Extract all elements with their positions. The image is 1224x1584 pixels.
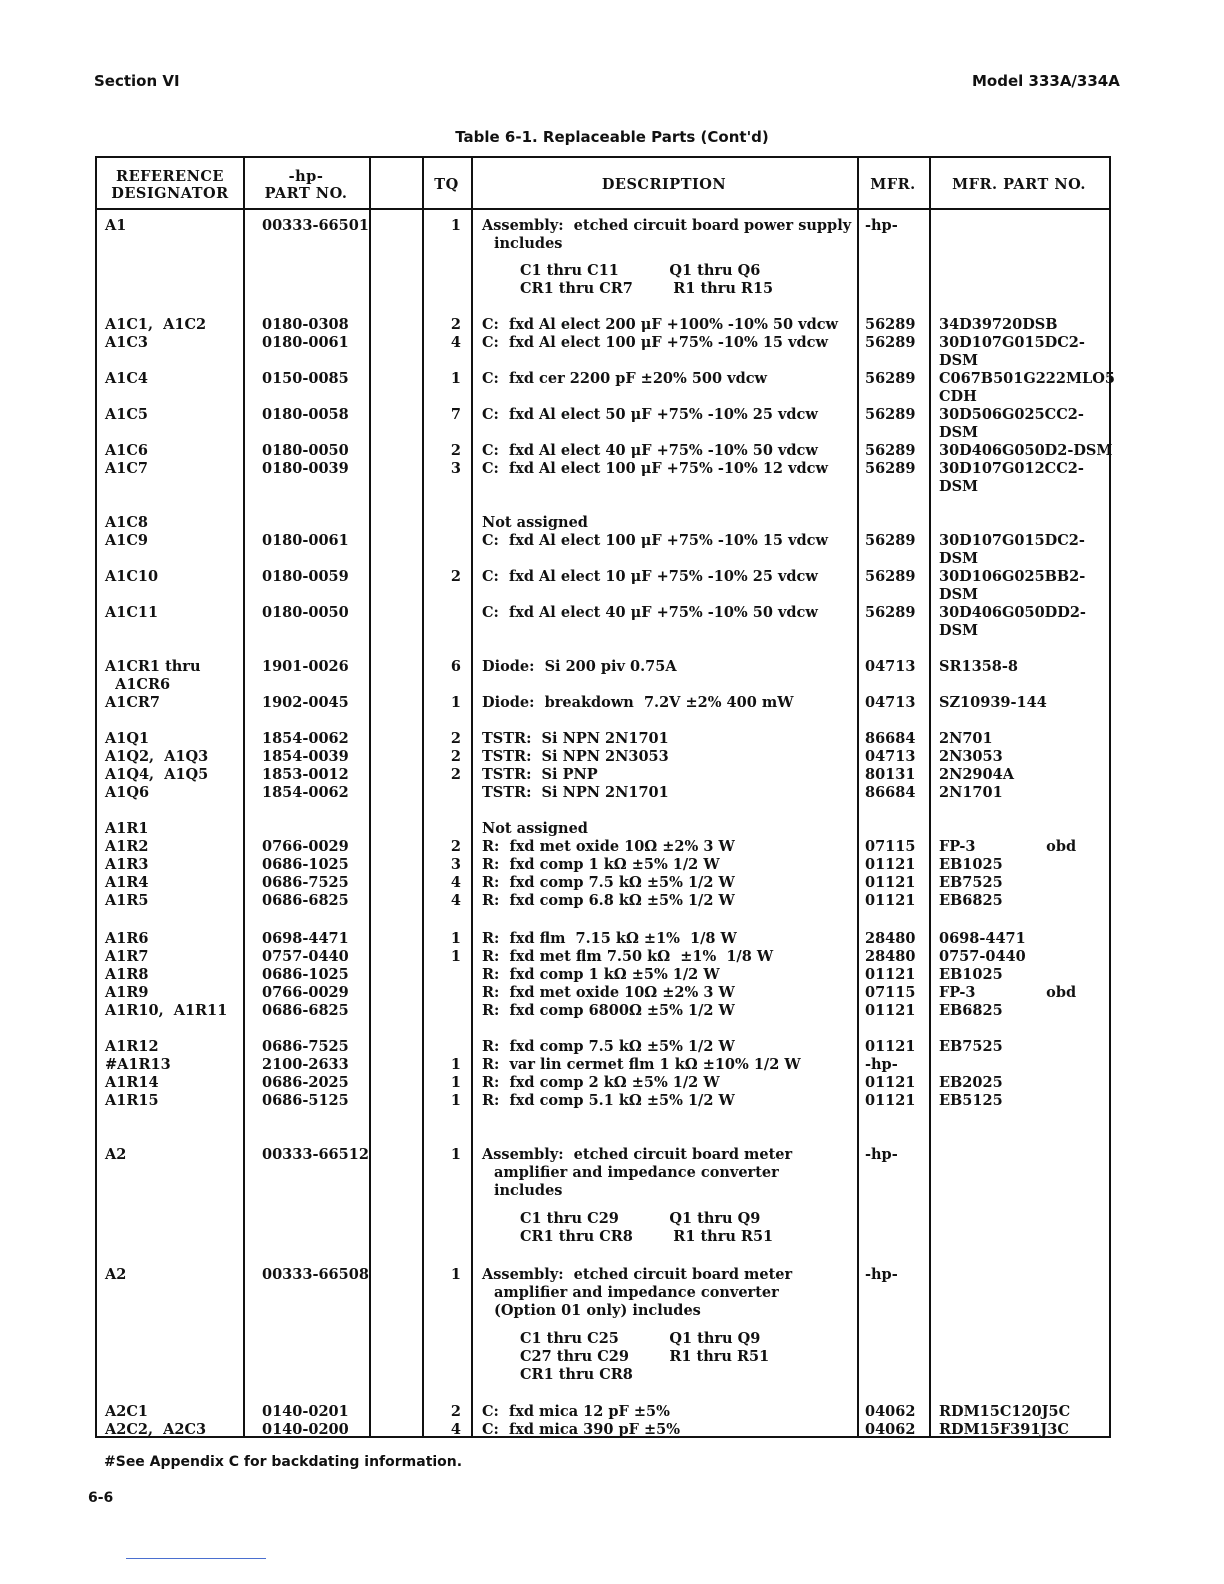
table-caption: Table 6-1. Replaceable Parts (Cont'd)	[455, 128, 769, 146]
tq-cell: 1	[450, 217, 461, 234]
description-cell: Assembly: etched circuit board meter	[482, 1146, 793, 1163]
mfr-part-no-cell: SZ10939-144	[939, 694, 1047, 711]
description-cell: R: fxd comp 2 kΩ ±5% 1/2 W	[482, 1074, 720, 1091]
mfr-part-no-cell: 30D107G012CC2-	[939, 460, 1084, 477]
description-cell: Not assigned	[482, 514, 588, 531]
tq-cell: 1	[450, 930, 461, 947]
tq-cell: 2	[450, 316, 461, 333]
description-cell: Not assigned	[482, 820, 588, 837]
tq-cell: 2	[450, 748, 461, 765]
mfr-cell: 04062	[865, 1421, 916, 1438]
ref-cell: A1R7	[105, 948, 149, 965]
description-cell: includes	[494, 235, 563, 252]
tq-cell: 2	[450, 568, 461, 585]
page-number: 6-6	[88, 1490, 114, 1506]
mfr-part-no-cell: DSM	[939, 478, 979, 495]
tq-cell: 1	[450, 1092, 461, 1109]
mfr-cell: 56289	[865, 370, 916, 387]
description-cell: (Option 01 only) includes	[494, 1302, 701, 1319]
description-cell: R: fxd flm 7.15 kΩ ±1% 1/8 W	[482, 930, 737, 947]
description-cell: R: fxd comp 1 kΩ ±5% 1/2 W	[482, 856, 720, 873]
description-cell: amplifier and impedance converter	[494, 1284, 779, 1301]
tq-cell: 2	[450, 766, 461, 783]
column-divider	[422, 158, 424, 1436]
ref-cell: A1R2	[105, 838, 149, 855]
description-cell: Assembly: etched circuit board meter	[482, 1266, 793, 1283]
description-cell: CR1 thru CR8	[520, 1366, 633, 1383]
description-cell: R: fxd comp 6800Ω ±5% 1/2 W	[482, 1002, 735, 1019]
part-no-cell: 0180-0061	[262, 334, 349, 351]
ref-cell: A1Q6	[105, 784, 150, 801]
description-cell: C: fxd Al elect 200 μF +100% -10% 50 vdcw	[482, 316, 839, 333]
part-no-cell: 0180-0050	[262, 442, 349, 459]
mfr-part-no-cell: EB2025	[939, 1074, 1003, 1091]
mfr-part-no-cell: 0698-4471	[939, 930, 1026, 947]
mfr-cell: 01121	[865, 1002, 916, 1019]
mfr-part-no-cell: 30D106G025BB2-	[939, 568, 1086, 585]
mfr-cell: 01121	[865, 892, 916, 909]
part-no-cell: 1854-0062	[262, 730, 349, 747]
description-cell: CR1 thru CR7 R1 thru R15	[520, 280, 774, 297]
col-header-part-no: -hp- PART NO.	[264, 167, 348, 202]
mfr-cell: 01121	[865, 1038, 916, 1055]
mfr-part-no-cell: EB6825	[939, 892, 1003, 909]
part-no-cell: 1901-0026	[262, 658, 349, 675]
mfr-cell: -hp-	[865, 1146, 898, 1163]
tq-cell: 1	[450, 1266, 461, 1283]
ref-cell: A1Q2, A1Q3	[105, 748, 209, 765]
part-no-cell: 0686-7525	[262, 1038, 349, 1055]
mfr-cell: 86684	[865, 784, 916, 801]
mfr-cell: 56289	[865, 604, 916, 621]
mfr-part-no-cell: 2N3053	[939, 748, 1003, 765]
part-no-cell: 1902-0045	[262, 694, 349, 711]
mfr-part-no-cell: C067B501G222MLO5	[939, 370, 1115, 387]
description-cell: Diode: Si 200 piv 0.75A	[482, 658, 677, 675]
mfr-part-no-cell: DSM	[939, 424, 979, 441]
description-cell: C: fxd Al elect 50 μF +75% -10% 25 vdcw	[482, 406, 818, 423]
ref-cell: A1R1	[105, 820, 149, 837]
description-cell: C: fxd Al elect 40 μF +75% -10% 50 vdcw	[482, 604, 818, 621]
description-cell: C1 thru C11 Q1 thru Q6	[520, 262, 761, 279]
mfr-part-no-cell: 30D406G050DD2-	[939, 604, 1086, 621]
tq-cell: 3	[450, 856, 461, 873]
mfr-cell: -hp-	[865, 1266, 898, 1283]
part-no-cell: 0686-7525	[262, 874, 349, 891]
description-cell: TSTR: Si PNP	[482, 766, 598, 783]
mfr-cell: -hp-	[865, 1056, 898, 1073]
mfr-part-no-cell: EB1025	[939, 966, 1003, 983]
ref-cell: A2	[105, 1146, 127, 1163]
description-cell: C: fxd cer 2200 pF ±20% 500 vdcw	[482, 370, 768, 387]
col-header-description: DESCRIPTION	[601, 176, 727, 194]
tq-cell: 6	[450, 658, 461, 675]
description-cell: C27 thru C29 R1 thru R51	[520, 1348, 770, 1365]
part-no-cell: 0180-0059	[262, 568, 349, 585]
part-no-cell: 1854-0062	[262, 784, 349, 801]
tq-cell: 1	[450, 1056, 461, 1073]
column-divider	[369, 158, 371, 1436]
ref-cell: A1Q4, A1Q5	[105, 766, 209, 783]
part-no-cell: 0150-0085	[262, 370, 349, 387]
description-cell: TSTR: Si NPN 2N1701	[482, 730, 669, 747]
part-no-cell: 0686-1025	[262, 966, 349, 983]
ref-cell: A1R5	[105, 892, 149, 909]
mfr-cell: -hp-	[865, 217, 898, 234]
part-no-cell: 0686-5125	[262, 1092, 349, 1109]
tq-cell: 4	[450, 892, 461, 909]
description-cell: C: fxd mica 12 pF ±5%	[482, 1403, 670, 1420]
description-cell: TSTR: Si NPN 2N1701	[482, 784, 669, 801]
header-divider	[97, 208, 1109, 210]
part-no-cell: 0686-6825	[262, 892, 349, 909]
mfr-cell: 01121	[865, 856, 916, 873]
mfr-part-no-cell: EB1025	[939, 856, 1003, 873]
ref-cell: A1R10, A1R11	[105, 1002, 228, 1019]
ref-cell: A1R14	[105, 1074, 159, 1091]
ref-cell: A2C1	[105, 1403, 148, 1420]
col-header-tq: TQ	[434, 176, 459, 194]
description-cell: C: fxd Al elect 40 μF +75% -10% 50 vdcw	[482, 442, 818, 459]
description-cell: Diode: breakdown 7.2V ±2% 400 mW	[482, 694, 794, 711]
description-cell: C: fxd Al elect 100 μF +75% -10% 15 vdcw	[482, 532, 828, 549]
ref-cell: A1C10	[105, 568, 159, 585]
ref-cell: A1R4	[105, 874, 149, 891]
part-no-cell: 0180-0039	[262, 460, 349, 477]
ref-cell: A1Q1	[105, 730, 150, 747]
description-cell: CR1 thru CR8 R1 thru R51	[520, 1228, 774, 1245]
part-no-cell: 0766-0029	[262, 984, 349, 1001]
part-no-cell: 0757-0440	[262, 948, 349, 965]
description-cell: C: fxd Al elect 10 μF +75% -10% 25 vdcw	[482, 568, 818, 585]
mfr-cell: 04062	[865, 1403, 916, 1420]
ref-cell: A1C3	[105, 334, 148, 351]
ref-cell: A1R12	[105, 1038, 159, 1055]
tq-cell: 2	[450, 730, 461, 747]
ref-cell: A1C11	[105, 604, 159, 621]
mfr-cell: 04713	[865, 694, 916, 711]
ref-cell: A1C5	[105, 406, 148, 423]
description-cell: includes	[494, 1182, 563, 1199]
part-no-cell: 0766-0029	[262, 838, 349, 855]
mfr-part-no-cell: EB7525	[939, 874, 1003, 891]
mfr-part-no-cell: EB7525	[939, 1038, 1003, 1055]
tq-cell: 1	[450, 1074, 461, 1091]
part-no-cell: 0686-2025	[262, 1074, 349, 1091]
mfr-part-no-cell: DSM	[939, 622, 979, 639]
mfr-cell: 56289	[865, 316, 916, 333]
mfr-cell: 56289	[865, 406, 916, 423]
ref-cell: A1CR1 thru	[105, 658, 201, 675]
mfr-cell: 28480	[865, 930, 916, 947]
description-cell: R: fxd comp 7.5 kΩ ±5% 1/2 W	[482, 1038, 735, 1055]
tq-cell: 1	[450, 948, 461, 965]
mfr-cell: 56289	[865, 334, 916, 351]
description-cell: R: fxd comp 5.1 kΩ ±5% 1/2 W	[482, 1092, 735, 1109]
mfr-cell: 04713	[865, 658, 916, 675]
ref-cell: A1C6	[105, 442, 148, 459]
description-cell: R: fxd met oxide 10Ω ±2% 3 W	[482, 838, 735, 855]
mfr-part-no-cell: 2N701	[939, 730, 993, 747]
mfr-cell: 01121	[865, 1092, 916, 1109]
mfr-part-no-cell: 30D506G025CC2-	[939, 406, 1084, 423]
column-divider	[857, 158, 859, 1436]
ref-cell: A2C2, A2C3	[105, 1421, 207, 1438]
part-no-cell: 0180-0058	[262, 406, 349, 423]
part-no-cell: 00333-66512	[262, 1146, 369, 1163]
footnote: #See Appendix C for backdating information.	[104, 1454, 463, 1470]
ref-cell: A1C1, A1C2	[105, 316, 207, 333]
mfr-cell: 01121	[865, 966, 916, 983]
ref-cell: A1R8	[105, 966, 149, 983]
tq-cell: 4	[450, 874, 461, 891]
col-header-mfr: MFR.	[870, 176, 916, 194]
part-no-cell: 0686-1025	[262, 856, 349, 873]
mfr-part-no-cell: RDM15F391J3C	[939, 1421, 1069, 1438]
ref-cell: A1C4	[105, 370, 148, 387]
part-no-cell: 00333-66508	[262, 1266, 369, 1283]
mfr-cell: 04713	[865, 748, 916, 765]
mfr-cell: 56289	[865, 442, 916, 459]
mfr-part-no-cell: FP-3 obd	[939, 838, 1077, 855]
decorative-rule	[126, 1558, 266, 1559]
column-divider	[243, 158, 245, 1436]
ref-cell: A1C9	[105, 532, 148, 549]
parts-table	[95, 156, 1115, 1438]
tq-cell: 1	[450, 694, 461, 711]
tq-cell: 4	[450, 1421, 461, 1438]
part-no-cell: 0140-0201	[262, 1403, 349, 1420]
part-no-cell: 1853-0012	[262, 766, 349, 783]
part-no-cell: 1854-0039	[262, 748, 349, 765]
part-no-cell: 00333-66501	[262, 217, 369, 234]
mfr-part-no-cell: 2N1701	[939, 784, 1003, 801]
ref-cell: A1R9	[105, 984, 149, 1001]
part-no-cell: 0180-0050	[262, 604, 349, 621]
ref-cell: A1CR6	[105, 676, 171, 693]
part-no-cell: 0180-0308	[262, 316, 349, 333]
mfr-cell: 07115	[865, 984, 916, 1001]
ref-cell: A1	[105, 217, 127, 234]
model-label: Model 333A/334A	[972, 72, 1120, 90]
mfr-part-no-cell: CDH	[939, 388, 977, 405]
mfr-part-no-cell: DSM	[939, 352, 979, 369]
ref-cell: A1C7	[105, 460, 148, 477]
tq-cell: 2	[450, 442, 461, 459]
mfr-cell: 56289	[865, 532, 916, 549]
part-no-cell: 0698-4471	[262, 930, 349, 947]
ref-cell: A1CR7	[105, 694, 161, 711]
section-label: Section VI	[94, 72, 180, 90]
tq-cell: 7	[450, 406, 461, 423]
ref-cell: #A1R13	[105, 1056, 171, 1073]
description-cell: C: fxd mica 390 pF ±5%	[482, 1421, 680, 1438]
tq-cell: 1	[450, 1146, 461, 1163]
mfr-part-no-cell: FP-3 obd	[939, 984, 1077, 1001]
mfr-part-no-cell: 34D39720DSB	[939, 316, 1058, 333]
mfr-cell: 28480	[865, 948, 916, 965]
mfr-cell: 56289	[865, 460, 916, 477]
description-cell: TSTR: Si NPN 2N3053	[482, 748, 669, 765]
tq-cell: 4	[450, 334, 461, 351]
mfr-part-no-cell: DSM	[939, 586, 979, 603]
tq-cell: 1	[450, 370, 461, 387]
mfr-part-no-cell: RDM15C120J5C	[939, 1403, 1071, 1420]
tq-cell: 3	[450, 460, 461, 477]
mfr-cell: 01121	[865, 874, 916, 891]
mfr-cell: 07115	[865, 838, 916, 855]
description-cell: C: fxd Al elect 100 μF +75% -10% 12 vdcw	[482, 460, 828, 477]
part-no-cell: 2100-2633	[262, 1056, 349, 1073]
description-cell: C1 thru C25 Q1 thru Q9	[520, 1330, 761, 1347]
mfr-part-no-cell: 30D107G015DC2-	[939, 334, 1085, 351]
description-cell: Assembly: etched circuit board power supply	[482, 217, 852, 234]
description-cell: C1 thru C29 Q1 thru Q9	[520, 1210, 761, 1227]
ref-cell: A1R6	[105, 930, 149, 947]
description-cell: R: var lin cermet flm 1 kΩ ±10% 1/2 W	[482, 1056, 801, 1073]
description-cell: C: fxd Al elect 100 μF +75% -10% 15 vdcw	[482, 334, 828, 351]
ref-cell: A1C8	[105, 514, 148, 531]
mfr-cell: 01121	[865, 1074, 916, 1091]
tq-cell: 2	[450, 1403, 461, 1420]
mfr-part-no-cell: 0757-0440	[939, 948, 1026, 965]
mfr-part-no-cell: EB5125	[939, 1092, 1003, 1109]
mfr-part-no-cell: SR1358-8	[939, 658, 1018, 675]
ref-cell: A1R3	[105, 856, 149, 873]
mfr-part-no-cell: DSM	[939, 550, 979, 567]
column-divider	[471, 158, 473, 1436]
tq-cell: 2	[450, 838, 461, 855]
description-cell: R: fxd met flm 7.50 kΩ ±1% 1/8 W	[482, 948, 774, 965]
description-cell: R: fxd comp 7.5 kΩ ±5% 1/2 W	[482, 874, 735, 891]
mfr-part-no-cell: 2N2904A	[939, 766, 1014, 783]
mfr-cell: 86684	[865, 730, 916, 747]
column-divider	[929, 158, 931, 1436]
mfr-cell: 56289	[865, 568, 916, 585]
description-cell: R: fxd met oxide 10Ω ±2% 3 W	[482, 984, 735, 1001]
part-no-cell: 0686-6825	[262, 1002, 349, 1019]
description-cell: R: fxd comp 1 kΩ ±5% 1/2 W	[482, 966, 720, 983]
mfr-part-no-cell: 30D107G015DC2-	[939, 532, 1085, 549]
description-cell: R: fxd comp 6.8 kΩ ±5% 1/2 W	[482, 892, 735, 909]
ref-cell: A2	[105, 1266, 127, 1283]
col-header-mfr-part-no: MFR. PART NO.	[952, 176, 1086, 194]
part-no-cell: 0140-0200	[262, 1421, 349, 1438]
col-header-reference: REFERENCE DESIGNATOR	[111, 167, 229, 202]
mfr-part-no-cell: EB6825	[939, 1002, 1003, 1019]
mfr-cell: 80131	[865, 766, 916, 783]
description-cell: amplifier and impedance converter	[494, 1164, 779, 1181]
mfr-part-no-cell: 30D406G050D2-DSM	[939, 442, 1113, 459]
part-no-cell: 0180-0061	[262, 532, 349, 549]
ref-cell: A1R15	[105, 1092, 159, 1109]
